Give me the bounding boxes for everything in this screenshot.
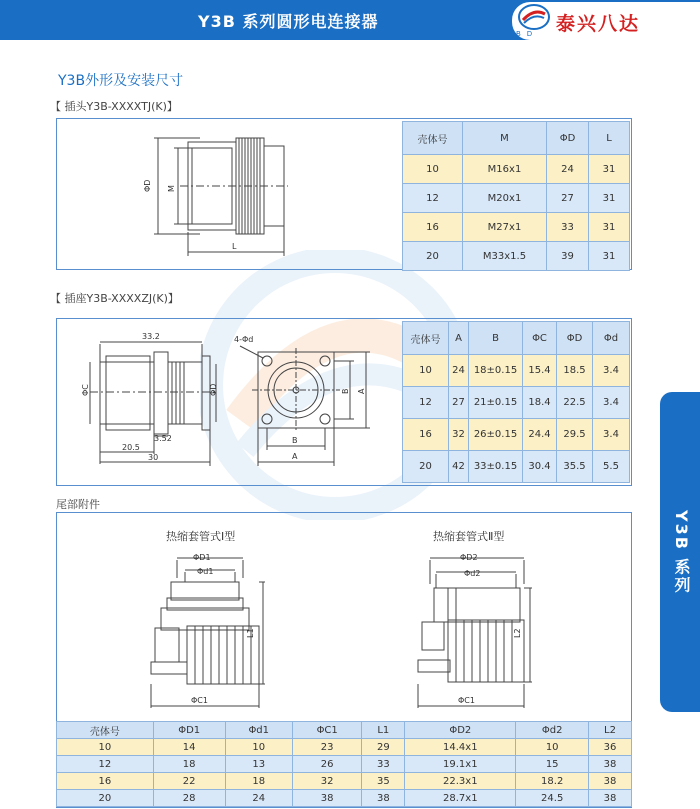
- table-cell: 18: [153, 756, 225, 773]
- tail-label: 尾部附件: [56, 498, 100, 511]
- plug-dim-diameter: ΦD: [143, 179, 152, 192]
- table-cell: 38: [589, 756, 632, 773]
- socket-dim-30: 30: [148, 453, 159, 462]
- table-cell: 33: [547, 213, 589, 242]
- table-cell: 18±0.15: [469, 355, 523, 387]
- tail-spec-table: [56, 721, 632, 807]
- series-side-tab: [660, 392, 700, 712]
- table-cell: 21±0.15: [469, 387, 523, 419]
- socket-dim-phic: ΦC: [81, 384, 90, 396]
- table-cell: 23: [292, 739, 361, 756]
- table-cell: 30.4: [523, 451, 557, 483]
- socket-dim-a: A: [292, 452, 298, 461]
- table-row: [403, 184, 630, 213]
- plug-th-d: ΦD: [547, 122, 589, 155]
- table-cell: 22.3x1: [405, 773, 516, 790]
- table-cell: 24: [449, 355, 469, 387]
- table-cell: M20x1: [463, 184, 547, 213]
- table-cell: M16x1: [463, 155, 547, 184]
- table-cell: 20: [403, 451, 449, 483]
- table-cell: 13: [225, 756, 292, 773]
- plug-spec-table: [402, 121, 630, 271]
- table-cell: 18.5: [557, 355, 593, 387]
- plug-dim-l: L: [232, 242, 237, 251]
- table-row: [403, 242, 630, 271]
- tail-th-c1: ΦC1: [292, 722, 361, 739]
- table-row: [403, 355, 630, 387]
- socket-th-a: A: [449, 322, 469, 355]
- tail2-dim-c1: ΦC1: [458, 696, 475, 705]
- table-cell: 20: [57, 790, 154, 807]
- table-cell: 38: [292, 790, 361, 807]
- tail2-dim-dd2: Φd2: [464, 569, 481, 578]
- table-cell: 32: [449, 419, 469, 451]
- table-cell: 27: [547, 184, 589, 213]
- table-cell: 31: [589, 213, 630, 242]
- table-cell: 32: [292, 773, 361, 790]
- section-title: Y3B外形及安装尺寸: [58, 73, 184, 89]
- table-row: [57, 790, 632, 807]
- table-cell: 29.5: [557, 419, 593, 451]
- socket-spec-table: [402, 321, 630, 483]
- table-cell: 12: [57, 756, 154, 773]
- plug-th-l: L: [589, 122, 630, 155]
- tail1-dim-c1: ΦC1: [191, 696, 208, 705]
- tail2-dim-d2: ΦD2: [460, 553, 478, 562]
- table-cell: 26±0.15: [469, 419, 523, 451]
- socket-dim-phid: ΦD: [209, 383, 218, 396]
- socket-th-dd: Φd: [593, 322, 630, 355]
- tail-type1-drawing: [135, 548, 275, 720]
- page-title: Y3B 系列圆形电连接器: [198, 12, 379, 31]
- table-cell: 12: [403, 387, 449, 419]
- socket-dim-b-side: B: [341, 388, 350, 394]
- tail-th-d2: ΦD2: [405, 722, 516, 739]
- socket-th-b: B: [469, 322, 523, 355]
- table-cell: 3.4: [593, 387, 630, 419]
- table-cell: 35: [362, 773, 405, 790]
- table-cell: 16: [403, 213, 463, 242]
- brand-logo-icon: [518, 4, 550, 30]
- table-row: [57, 756, 632, 773]
- table-cell: 29: [362, 739, 405, 756]
- table-cell: 24.4: [523, 419, 557, 451]
- plug-drawing: [140, 128, 290, 264]
- tail1-dim-l1: L1: [246, 628, 255, 638]
- tail-th-l1: L1: [362, 722, 405, 739]
- tail-th-dd2: Φd2: [516, 722, 589, 739]
- socket-dim-a-side: A: [357, 388, 366, 394]
- table-cell: 10: [403, 155, 463, 184]
- table-cell: 33±0.15: [469, 451, 523, 483]
- table-cell: 35.5: [557, 451, 593, 483]
- table-cell: 15: [516, 756, 589, 773]
- table-cell: 38: [589, 790, 632, 807]
- tail1-dim-d1: ΦD1: [193, 553, 211, 562]
- table-cell: 28.7x1: [405, 790, 516, 807]
- socket-dim-332: 33.2: [142, 332, 160, 341]
- table-cell: 12: [403, 184, 463, 213]
- table-cell: 31: [589, 184, 630, 213]
- socket-dim-205: 20.5: [122, 443, 140, 452]
- table-cell: 36: [589, 739, 632, 756]
- logo-sub-text: BD: [516, 30, 539, 38]
- table-cell: 3.4: [593, 355, 630, 387]
- table-cell: 24: [547, 155, 589, 184]
- table-row: [403, 155, 630, 184]
- table-cell: 14.4x1: [405, 739, 516, 756]
- table-row: [403, 451, 630, 483]
- table-cell: 10: [225, 739, 292, 756]
- table-cell: 15.4: [523, 355, 557, 387]
- table-cell: 24.5: [516, 790, 589, 807]
- brand-name: 泰兴八达: [556, 13, 641, 35]
- table-cell: 18.4: [523, 387, 557, 419]
- tail-caption-type1: 热缩套管式Ⅰ型: [166, 530, 236, 543]
- socket-drawing: [70, 326, 400, 476]
- tail-caption-type2: 热缩套管式Ⅱ型: [433, 530, 505, 543]
- table-cell: 27: [449, 387, 469, 419]
- socket-dim-hole: 4-Φd: [234, 335, 254, 344]
- table-cell: 38: [589, 773, 632, 790]
- tail-th-dd1: Φd1: [225, 722, 292, 739]
- table-row: [403, 419, 630, 451]
- socket-dim-352: 3.52: [154, 434, 172, 443]
- socket-th-shell: 壳体号: [403, 322, 449, 355]
- table-row: [57, 773, 632, 790]
- table-cell: 31: [589, 155, 630, 184]
- table-cell: 16: [57, 773, 154, 790]
- table-cell: M27x1: [463, 213, 547, 242]
- table-cell: 5.5: [593, 451, 630, 483]
- tail-th-l2: L2: [589, 722, 632, 739]
- table-cell: 24: [225, 790, 292, 807]
- table-row: [57, 739, 632, 756]
- table-cell: 19.1x1: [405, 756, 516, 773]
- table-row: [403, 213, 630, 242]
- socket-label: 【 插座Y3B-XXXXZJ(K)】: [50, 292, 179, 305]
- table-cell: 3.4: [593, 419, 630, 451]
- table-cell: 28: [153, 790, 225, 807]
- tail-th-d1: ΦD1: [153, 722, 225, 739]
- table-cell: M33x1.5: [463, 242, 547, 271]
- tail-type2-drawing: [408, 548, 538, 720]
- table-cell: 42: [449, 451, 469, 483]
- plug-th-m: M: [463, 122, 547, 155]
- table-cell: 22.5: [557, 387, 593, 419]
- table-cell: 39: [547, 242, 589, 271]
- table-cell: 16: [403, 419, 449, 451]
- socket-th-c: ΦC: [523, 322, 557, 355]
- table-row: [403, 387, 630, 419]
- socket-dim-b: B: [292, 436, 298, 445]
- table-cell: 10: [403, 355, 449, 387]
- socket-th-d: ΦD: [557, 322, 593, 355]
- table-cell: 14: [153, 739, 225, 756]
- table-cell: 10: [57, 739, 154, 756]
- table-cell: 18.2: [516, 773, 589, 790]
- table-cell: 20: [403, 242, 463, 271]
- plug-label: 【 插头Y3B-XXXXTJ(K)】: [50, 100, 178, 113]
- table-cell: 18: [225, 773, 292, 790]
- side-tab-label: Y3B 系列: [672, 510, 691, 595]
- table-cell: 22: [153, 773, 225, 790]
- table-cell: 33: [362, 756, 405, 773]
- plug-dim-m: M: [167, 185, 176, 192]
- table-cell: 10: [516, 739, 589, 756]
- tail2-dim-l2: L2: [513, 628, 522, 638]
- plug-th-shell: 壳体号: [403, 122, 463, 155]
- table-cell: 26: [292, 756, 361, 773]
- tail-th-shell: 壳体号: [57, 722, 154, 739]
- tail1-dim-dd1: Φd1: [197, 567, 214, 576]
- table-cell: 38: [362, 790, 405, 807]
- table-cell: 31: [589, 242, 630, 271]
